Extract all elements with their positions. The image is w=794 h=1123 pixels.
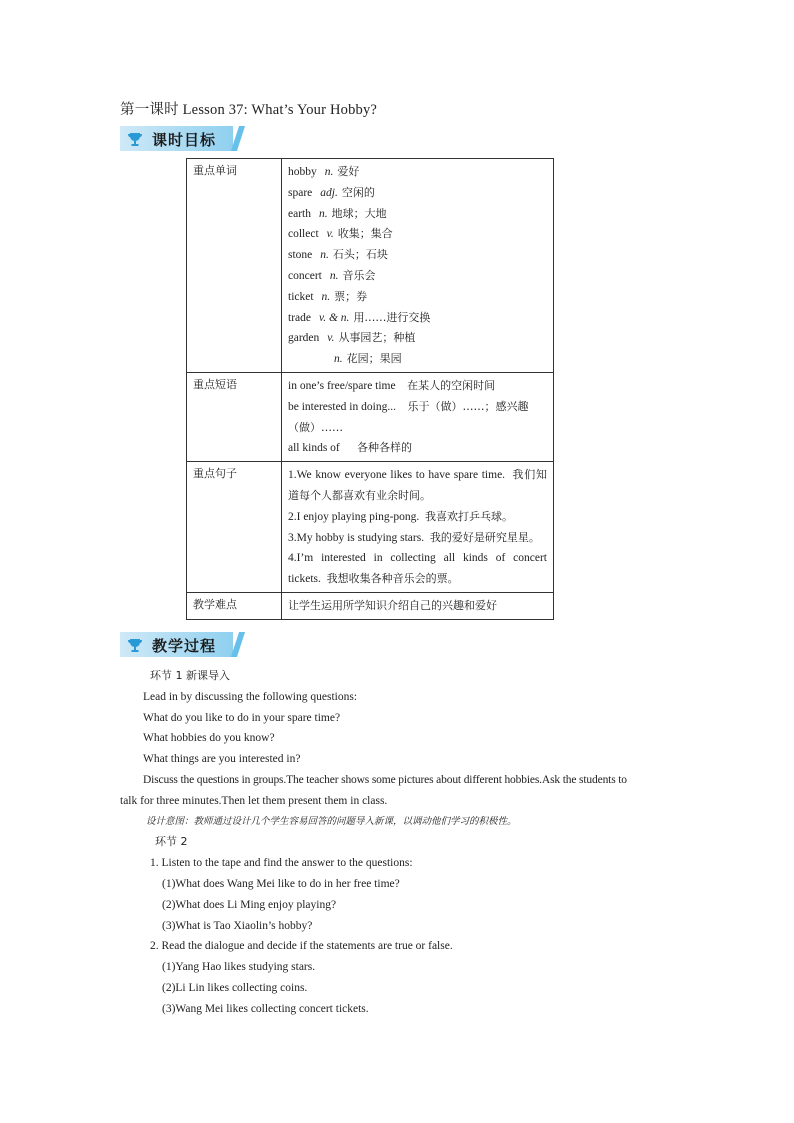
task-1-item: (2)What does Li Ming enjoy playing? [162, 898, 337, 911]
discuss-line: Discuss the questions in groups.The teacher shows some pictures about different hobbies.Ask the students to [143, 773, 627, 786]
word-item: earth n. 地球；大地 [288, 206, 387, 220]
word-item: n. 花园；果园 [334, 352, 402, 366]
words-label: 重点单词 [187, 159, 282, 373]
word-item: concert n. 音乐会 [288, 268, 376, 282]
word-item: spare adj. 空闲的 [288, 185, 375, 199]
discuss-line: talk for three minutes.Then let them present them in class. [120, 794, 388, 807]
process-body [120, 666, 680, 1020]
word-item: stone n. 石头；石块 [288, 248, 388, 262]
task-2: 2. Read the dialogue and decide if the statements are true or false. [150, 940, 453, 953]
section-banner-process [120, 632, 245, 657]
difficulty-label: 教学难点 [187, 592, 282, 619]
phrase-item: in one’s free/spare time 在某人的空闲时间 [288, 378, 496, 392]
phrase-item: be interested in doing... 乐于（做）……；感兴趣（做）…… [288, 399, 529, 434]
word-item: ticket n. 票；券 [288, 289, 368, 303]
word-item: garden v. 从事园艺；种植 [288, 331, 416, 345]
sentences-cell [282, 462, 554, 593]
section-title-goals: 课时目标 [152, 131, 217, 149]
sentence-item: 1.We know everyone likes to have spare time. 我们知道每个人都喜欢有业余时间。 [288, 468, 548, 502]
question-item: What hobbies do you know? [143, 732, 275, 745]
step2-heading: 环节 2 [155, 835, 188, 849]
task-1: 1. Listen to the tape and find the answer to the questions: [150, 857, 413, 870]
word-item: trade v. & n. 用……进行交换 [288, 310, 431, 324]
task-1-item: (1)What does Wang Mei like to do in her free time? [162, 877, 400, 890]
table-row-sentences [187, 462, 554, 593]
sentence-item: 4.I’m interested in collecting all kinds of concert tickets. 我想收集各种音乐会的票。 [288, 552, 547, 586]
words-cell [282, 159, 554, 373]
sentence-item: 3.My hobby is studying stars. 我的爱好是研究星星。 [288, 530, 540, 544]
task-1-item: (3)What is Tao Xiaolin’s hobby? [162, 919, 313, 932]
phrases-label: 重点短语 [187, 372, 282, 461]
trophy-icon [127, 637, 143, 653]
phrase-item: all kinds of 各种各样的 [288, 441, 412, 455]
goals-table [186, 158, 554, 620]
task-2-item: (3)Wang Mei likes collecting concert tickets. [162, 1002, 369, 1015]
task-2-item: (1)Yang Hao likes studying stars. [162, 961, 316, 974]
sentence-item: 2.I enjoy playing ping-pong. 我喜欢打乒乓球。 [288, 509, 514, 523]
word-item: hobby n. 爱好 [288, 165, 360, 178]
table-row-words [187, 159, 554, 373]
lead-in: Lead in by discussing the following questions: [143, 690, 358, 703]
lesson-title: 第一课时 Lesson 37: What’s Your Hobby? [120, 102, 378, 118]
task-2-item: (2)Li Lin likes collecting coins. [162, 981, 308, 994]
trophy-icon [127, 131, 143, 147]
section-title-process: 教学过程 [152, 637, 217, 655]
design-note: 设计意图：教师通过设计几个学生容易回答的问题导入新课，以调动他们学习的积极性。 [146, 815, 517, 827]
difficulty-cell: 让学生运用所学知识介绍自己的兴趣和爱好 [282, 592, 554, 619]
step1-heading: 环节 1 新课导入 [150, 669, 230, 682]
table-row-phrases [187, 372, 554, 461]
section-banner-goals [120, 126, 245, 151]
question-item: What things are you interested in? [143, 753, 301, 766]
sentences-label: 重点句子 [187, 462, 282, 593]
phrases-cell [282, 372, 554, 461]
table-row-difficulty [187, 592, 554, 619]
question-item: What do you like to do in your spare time? [143, 711, 341, 724]
word-item: collect v. 收集；集合 [288, 227, 393, 241]
